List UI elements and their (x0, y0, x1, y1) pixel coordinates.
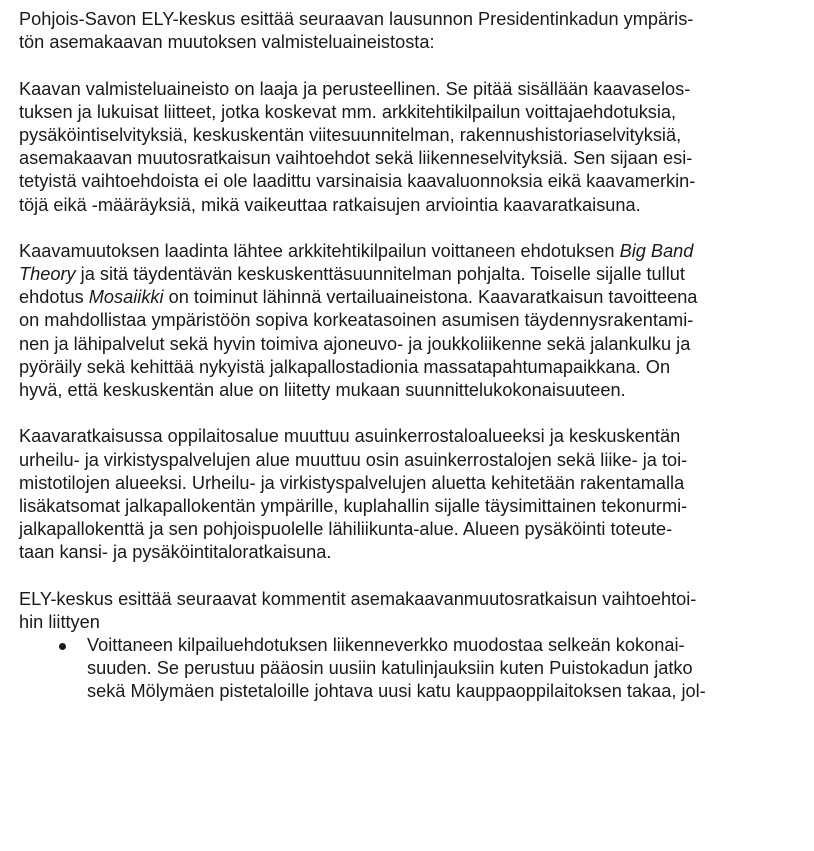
intro-paragraph (19, 8, 809, 54)
text-line: on mahdollistaa ympäristöön sopiva korkeatasoinen asumisen täydennysrakentami- (19, 310, 694, 331)
text-line: asemakaavan muutosratkaisun vaihtoehdot sekä liikenneselvityksiä. Sen sijaan esi- (19, 148, 693, 169)
proposal-name-theory: Theory (19, 264, 76, 285)
text-line: pysäköintiselvityksiä, keskuskentän viitesuunnitelman, rakennushistoriaselvityksiä, (19, 124, 682, 145)
paragraph-gap (19, 54, 809, 77)
paragraph-1 (19, 78, 809, 217)
text-run: Voittaneen kilpailuehdotuksen liikenneverkko muodostaa selkeän kokonai- (87, 635, 685, 656)
text-line: sekä Mölymäen pistetaloille johtava uusi katu kauppaoppilaitoksen takaa, jol- (87, 681, 706, 702)
proposal-name-big-band: Big Band (619, 240, 694, 261)
text-line: taan kansi- ja pysäköintitaloratkaisuna. (19, 542, 332, 563)
text-line: hyvä, että keskuskentän alue on liitetty mukaan suunnittelukokonaisuuteen. (19, 380, 626, 400)
text-run: on toiminut lähinnä vertailuaineistona. Kaavaratkaisun tavoitteena (163, 287, 698, 308)
text-line (19, 263, 809, 286)
text-run: Kaavamuutoksen laadinta lähtee arkkitehtikilpailun voittaneen ehdotuksen (19, 240, 620, 261)
text-line: Kaavaratkaisussa oppilaitosalue muuttuu asuinkerrostaloalueeksi ja keskuskentän (19, 426, 681, 447)
text-line: ELY-keskus esittää seuraavat kommentit asemakaavanmuutosratkaisun vaihtoehtoi- (19, 588, 697, 609)
text-line: Kaavan valmisteluaineisto on laaja ja perusteellinen. Se pitää sisällään kaavaselos- (19, 78, 691, 99)
bullet-item (19, 634, 809, 704)
text-line: Pohjois-Savon ELY-keskus esittää seuraavan lausunnon Presidentinkadun ympäris- (19, 9, 694, 29)
paragraph-4 (19, 588, 809, 634)
text-line: urheilu- ja virkistyspalvelujen alue muuttuu osin asuinkerrostalojen sekä liike- ja toi- (19, 449, 688, 470)
paragraph-gap (19, 217, 809, 240)
document-page (19, 0, 809, 704)
proposal-name-mosaiikki: Mosaiikki (88, 287, 164, 308)
text-line: tön asemakaavan muutoksen valmisteluaineistosta: (19, 32, 435, 53)
text-line: tuksen ja lukuisat liitteet, jotka koskevat mm. arkkitehtikilpailun voittajaehdotuksia, (19, 101, 677, 122)
text-line: mistotilojen alueeksi. Urheilu- ja virkistyspalvelujen aluetta kehitetään rakentamalla (19, 472, 685, 493)
text-line: jalkapallokenttä ja sen pohjoispuolelle lähiliikunta-alue. Alueen pysäköinti toteute- (19, 519, 673, 540)
text-run: ehdotus (19, 287, 89, 308)
text-line (19, 286, 809, 309)
text-line: hin liittyen (19, 611, 100, 632)
bullet-icon (59, 643, 66, 650)
text-line: pyöräily sekä kehittää nykyistä jalkapallostadionia massatapahtumapaikkana. On (19, 356, 671, 377)
text-line: lisäkatsomat jalkapallokentän ympärille, kuplahallin sijalle täysimittainen tekonurmi- (19, 495, 688, 516)
paragraph-gap (19, 402, 809, 425)
paragraph-3 (19, 425, 809, 564)
text-line: nen ja lähipalvelut sekä hyvin toimiva ajoneuvo- ja joukkoliikenne sekä jalankulku ja (19, 333, 691, 354)
text-run: ja sitä täydentävän keskuskenttäsuunnitelman pohjalta. Toiselle sijalle tullut (75, 264, 685, 285)
text-line: tetyistä vaihtoehdoista ei ole laadittu varsinaisia kaavaluonnoksia eikä kaavamerkin- (19, 171, 696, 192)
text-line (19, 634, 809, 657)
text-line: suuden. Se perustuu pääosin uusiin katulinjauksiin kuten Puistokadun jatko (87, 658, 693, 679)
text-line (19, 240, 809, 263)
paragraph-2 (19, 240, 809, 402)
text-line: töjä eikä -määräyksiä, mikä vaikeuttaa ratkaisujen arviointia kaavaratkaisuna. (19, 194, 641, 215)
paragraph-gap (19, 565, 809, 588)
